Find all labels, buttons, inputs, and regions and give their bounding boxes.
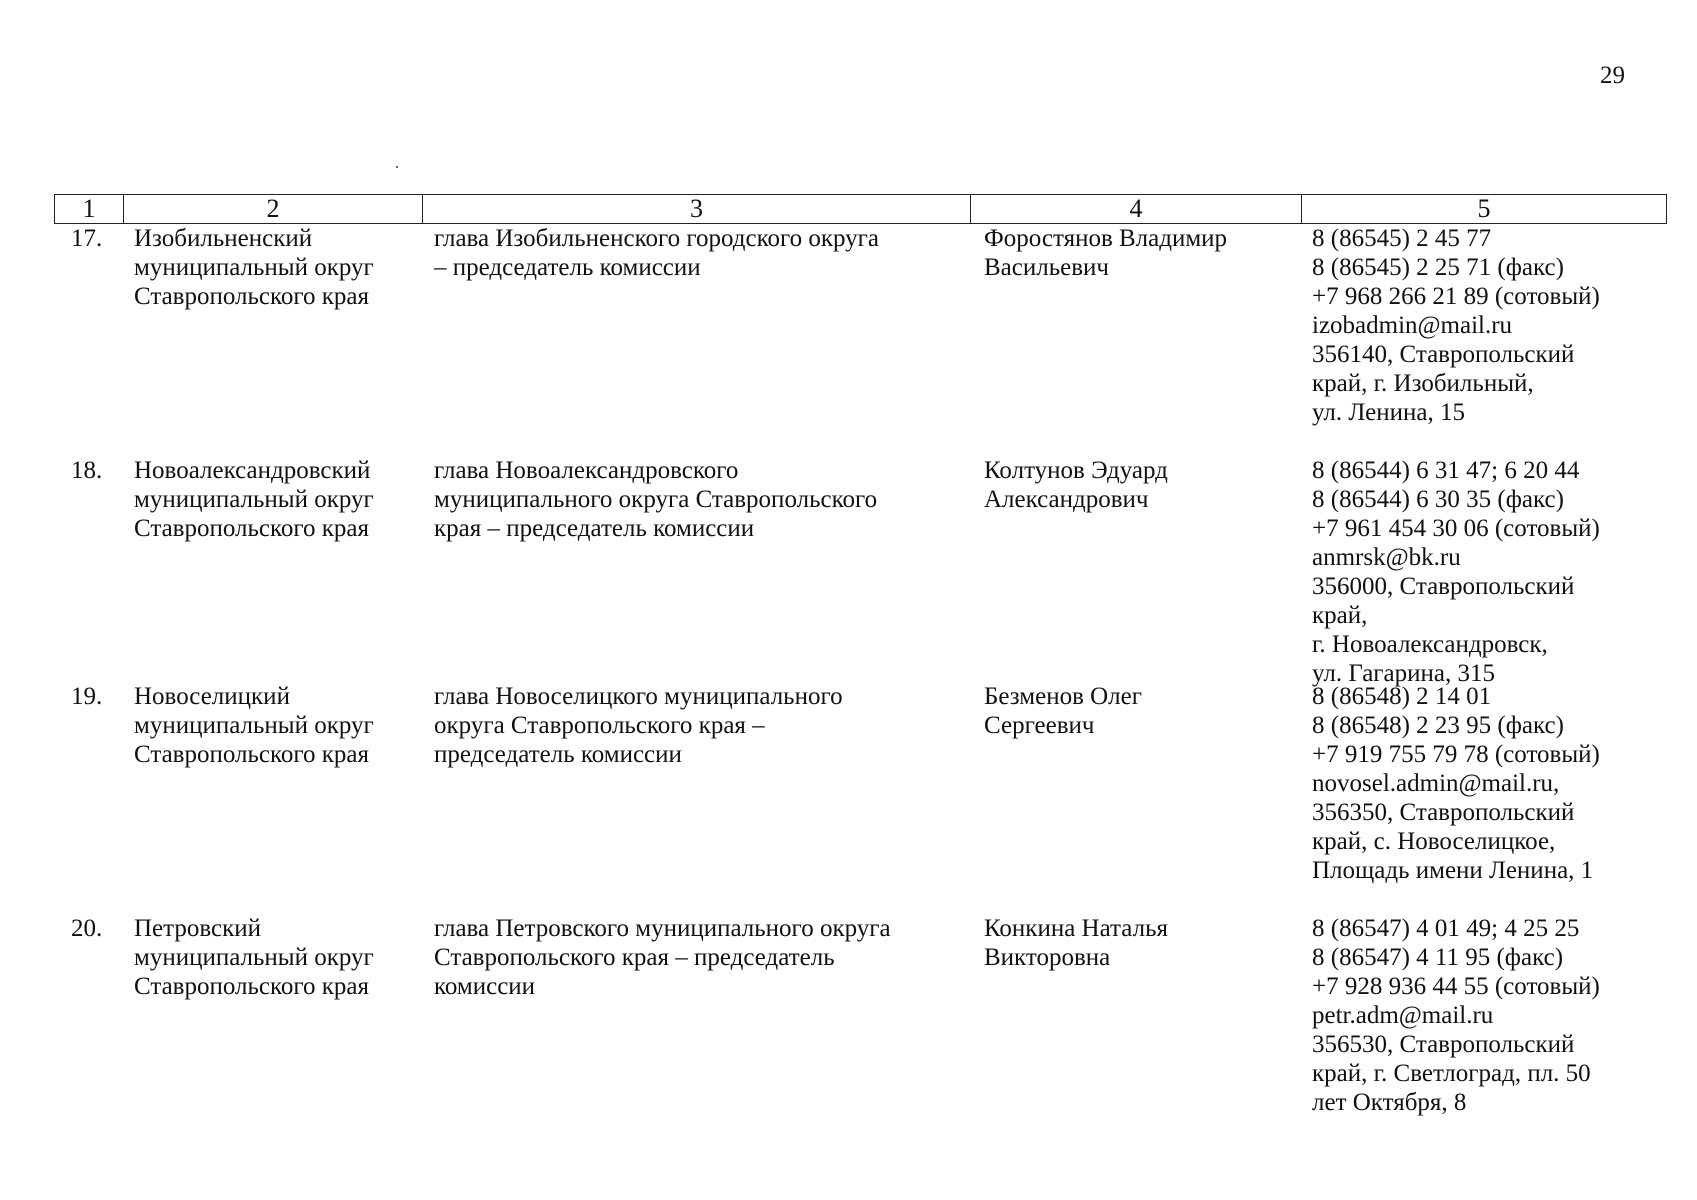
position-title: глава Петровского муниципального округа Ставропольского края – председатель комиссии <box>434 915 891 1000</box>
person-name: Конкина Наталья Викторовна <box>984 915 1168 971</box>
column-header-5: 5 <box>1302 195 1667 224</box>
table-row <box>54 456 1666 687</box>
district-name: Новоселицкий муниципальный округ Ставропольского края <box>134 683 374 768</box>
column-header-2: 2 <box>124 195 423 224</box>
person-name: Колтунов Эдуард Александрович <box>984 457 1168 513</box>
page-number: 29 <box>1600 62 1625 89</box>
person-name: Форостянов Владимир Васильевич <box>984 225 1228 281</box>
stray-dot <box>396 166 398 168</box>
position-title: глава Изобильненского городского округа – председатель комиссии <box>434 225 879 281</box>
contact-details: 8 (86548) 2 14 01 8 (86548) 2 23 95 (факс) +7 919 755 79 78 (сотовый) novosel.admin@mail.ru, 356350, Ставропольский край, с. Новоселицкое, Площадь имени Ленина, 1 <box>1312 683 1600 884</box>
column-header-4: 4 <box>971 195 1302 224</box>
contact-details: 8 (86544) 6 31 47; 6 20 44 8 (86544) 6 30 35 (факс) +7 961 454 30 06 (сотовый) anmrsk@bk.ru 356000, Ставропольский край, г. Новоалександровск, ул. Гагарина, 315 <box>1312 457 1600 687</box>
column-header-1: 1 <box>55 195 124 224</box>
district-name: Новоалександровский муниципальный округ Ставропольского края <box>134 457 374 542</box>
person-name: Безменов Олег Сергеевич <box>984 683 1143 739</box>
table-row <box>54 224 1666 456</box>
commission-rows <box>54 224 1666 1114</box>
position-title: глава Новоалександровского муниципального округа Ставропольского края – председатель комиссии <box>434 457 878 542</box>
table-row <box>54 914 1666 1114</box>
column-header-3: 3 <box>423 195 971 224</box>
contact-details: 8 (86545) 2 45 77 8 (86545) 2 25 71 (факс) +7 968 266 21 89 (сотовый) izobadmin@mail.ru 356140, Ставропольский край, г. Изобильный, ул. Ленина, 15 <box>1312 225 1600 426</box>
row-number: 20. <box>71 915 103 942</box>
district-name: Изобильненский муниципальный округ Ставропольского края <box>134 225 374 310</box>
position-title: глава Новоселицкого муниципального округа Ставропольского края – председатель комиссии <box>434 683 843 768</box>
row-number: 17. <box>71 225 103 252</box>
row-number: 18. <box>71 457 103 484</box>
district-name: Петровский муниципальный округ Ставропольского края <box>134 915 374 1000</box>
table-row <box>54 682 1666 914</box>
column-header-row <box>55 195 1667 224</box>
contact-details: 8 (86547) 4 01 49; 4 25 25 8 (86547) 4 11 95 (факс) +7 928 936 44 55 (сотовый) petr.adm@mail.ru 356530, Ставропольский край, г. Светлоград, пл. 50 лет Октября, 8 <box>1312 915 1600 1116</box>
column-header-table <box>54 194 1667 224</box>
row-number: 19. <box>71 683 103 710</box>
